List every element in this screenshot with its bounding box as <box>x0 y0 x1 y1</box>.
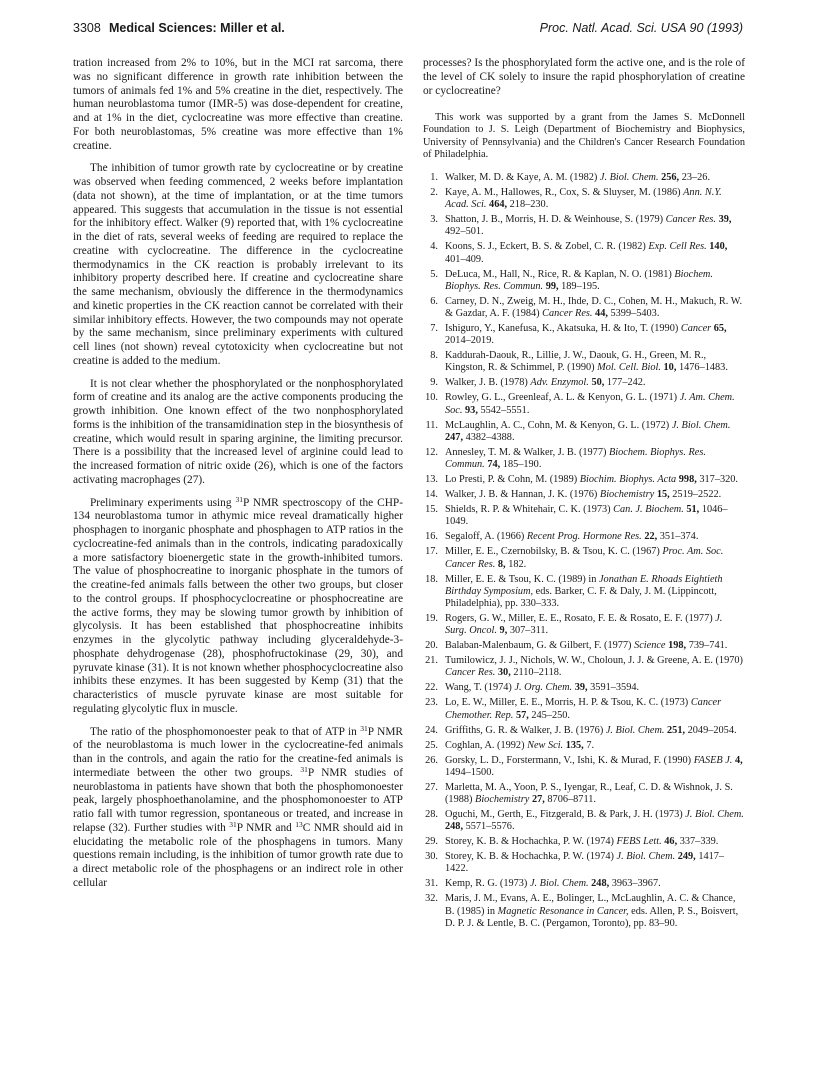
text-run: Shields, R. P. & Whitehair, C. K. (1973) <box>445 504 614 516</box>
text-run: 337–339. <box>677 836 719 848</box>
reference-item <box>423 640 745 652</box>
reference-item <box>423 214 745 238</box>
reference-number: 10. <box>425 392 438 404</box>
text-run: Walker, J. B. & Hannan, J. K. (1976) <box>445 489 600 501</box>
text-run: 2049–2054. <box>685 724 737 736</box>
text-run: Kaddurah-Daouk, R., Lillie, J. W., Daouk, G. H., Green, M. R., Kingston, R. & Schimmel, P. (1990) <box>445 350 707 374</box>
reference-item <box>423 782 745 806</box>
reference-item <box>423 187 745 211</box>
text-run: Lo Presti, P. & Cohn, M. (1989) <box>445 474 580 486</box>
reference-number: 3. <box>430 214 438 226</box>
reference-number: 25. <box>425 739 438 751</box>
text-run: Ishiguro, Y., Kanefusa, K., Akatsuka, H. & Ito, T. (1990) <box>445 323 681 335</box>
reference-item <box>423 420 745 444</box>
text-run: Storey, K. B. & Hochachka, P. W. (1974) <box>445 836 617 848</box>
text-run: 2014–2019. <box>445 335 494 347</box>
journal-title: Biochim. Biophys. Acta <box>579 474 677 486</box>
body-paragraph <box>73 494 403 717</box>
journal-title: Science <box>634 640 666 652</box>
volume-number: 22, <box>644 531 658 543</box>
text-run: 3591–3594. <box>587 682 640 694</box>
text-run: 1494–1500. <box>445 766 494 778</box>
reference-number: 26. <box>425 754 438 766</box>
section-title: Medical Sciences: Miller et al. <box>109 21 285 35</box>
reference-item <box>423 392 745 416</box>
reference-item <box>423 350 745 374</box>
volume-number: 44, <box>595 308 608 320</box>
journal-title: New Sci. <box>527 739 564 751</box>
text-run: The inhibition of tumor growth rate by cyclocreatine or by creatine was observed when feeding commenced, 2 weeks before implantation (data not shown), at the time of implantation, or at the time tumors appeared. This suggests that accumulation in the tissue is not essential for the inhibitory effect. Walker (9) reported that, with 1% cyclocreatine in the diet of rats, several weeks of feeding are required to replace the creatine with cyclocreatine. The difference in the cyclocreatine thermodynamics in the CK reaction is probably irrelevant to its inhibitory property described here. If creatine and cyclocreatine share the same mechanism, obviously the difference in the thermodynamics and kinetic properties in the CK reaction cannot be correlated with their similar inhibitory effects. However, the two compounds may not operate by the same mechanism, since preliminary experiments with cultured cell lines (not shown) reveal cytotoxicity when cyclocreatine but not creatine is added to the medium. <box>73 162 403 367</box>
text-run: Segaloff, A. (1966) <box>445 531 527 543</box>
reference-item <box>423 836 745 848</box>
text-run: P NMR and <box>236 821 296 834</box>
reference-number: 17. <box>425 546 438 558</box>
text-run: Oguchi, M., Gerth, E., Fitzgerald, B. & Park, J. H. (1973) <box>445 808 686 820</box>
volume-number: 57, <box>515 709 529 721</box>
reference-item <box>423 489 745 501</box>
page-number: 3308 <box>73 21 101 35</box>
volume-number: 256, <box>661 172 680 184</box>
journal-title: Cancer Res. <box>665 214 716 226</box>
text-run: Rowley, G. L., Greenleaf, A. L. & Kenyon, G. L. (1971) <box>445 392 680 404</box>
reference-number: 4. <box>430 241 438 253</box>
reference-item <box>423 740 745 752</box>
reference-number: 7. <box>430 323 438 335</box>
reference-item <box>423 574 745 611</box>
volume-number: 15, <box>656 489 670 501</box>
journal-title: Ann. N.Y. Acad. Sci. <box>445 187 722 211</box>
text-run: 492–501. <box>445 226 484 238</box>
text-run: 5399–5403. <box>607 308 660 320</box>
body-paragraph <box>73 57 403 153</box>
reference-item <box>423 504 745 528</box>
reference-number: 27. <box>425 781 438 793</box>
text-run: 5542–5551. <box>477 404 530 416</box>
volume-number: 249, <box>677 851 696 863</box>
text-run: The ratio of the phosphomonoester peak to that of ATP in <box>90 725 361 738</box>
text-run: Walker, M. D. & Kaye, A. M. (1982) <box>445 172 600 184</box>
reference-item <box>423 377 745 389</box>
superscript-isotope: 13 <box>295 819 303 829</box>
text-run: 23–26. <box>679 172 711 184</box>
journal-title: FEBS Lett. <box>616 836 662 848</box>
text-run: McLaughlin, A. C., Cohn, M. & Kenyon, G. L. (1972) <box>445 419 672 431</box>
text-run: 8706–8711. <box>544 793 596 805</box>
text-run: 351–374. <box>657 531 699 543</box>
journal-title: J. Org. Chem. <box>514 682 573 694</box>
journal-title: Biochem. Biophys. Res. Commun. <box>445 268 713 292</box>
volume-number: 998, <box>678 474 697 486</box>
journal-title: J. Biol. Chem. <box>599 172 659 184</box>
continuation-paragraph: processes? Is the phosphorylated form the active one, and is the role of the level of CK solely to insure the rapid phosphorylation of creatine or cyclocreatine? <box>423 57 745 97</box>
reference-list <box>423 172 745 930</box>
journal-title: Adv. Enzymol. <box>530 377 589 389</box>
journal-title: Can. J. Biochem. <box>613 504 684 516</box>
text-run: eds. Allen, P. S., Boisvert, D. P. J. & Lentle, B. C. (Pergamon, Toronto), pp. 83–90. <box>445 905 739 929</box>
journal-title: Biochemistry <box>475 793 530 805</box>
text-run: Coghlan, A. (1992) <box>445 739 528 751</box>
reference-item <box>423 546 745 570</box>
text-run: eds. Barker, C. F. & Daly, J. M. (Lippincott, Philadelphia), pp. 330–333. <box>445 585 717 609</box>
text-run: C NMR should aid in elucidating the metabolic role of the phosphagens in tumors. Many questions remain including, is the inhibition of tumor growth rate due to a direct metabolic role of the phosphagens or an indirect role in other cellular <box>73 821 403 889</box>
reference-item <box>423 655 745 679</box>
text-run: Griffiths, G. R. & Walker, J. B. (1976) <box>445 724 606 736</box>
volume-number: 140, <box>709 241 728 253</box>
text-run: Kaye, A. M., Hallowes, R., Cox, S. & Sluyser, M. (1986) <box>445 187 684 199</box>
reference-number: 24. <box>425 724 438 736</box>
reference-number: 29. <box>425 836 438 848</box>
journal-title: Jonathan E. Rhoads Eightieth Birthday Symposium, <box>445 573 723 597</box>
volume-number: 248, <box>445 821 464 833</box>
reference-item <box>423 172 745 184</box>
body-paragraph <box>73 723 403 891</box>
reference-item <box>423 296 745 320</box>
text-run: Carney, D. N., Zweig, M. H., Ihde, D. C., Cohen, M. H., Makuch, R. W. & Gazdar, A. F. (1984) <box>445 295 743 320</box>
volume-number: 464, <box>489 199 508 211</box>
reference-item <box>423 447 745 471</box>
reference-item <box>423 755 745 779</box>
reference-number: 30. <box>425 851 438 863</box>
journal-title: Biochem. Biophys. Res. Commun. <box>445 446 706 471</box>
volume-number: 51, <box>686 504 700 516</box>
text-run: Walker, J. B. (1978) <box>445 377 531 389</box>
text-run: Gorsky, L. D., Forstermann, V., Ishi, K. & Murad, F. (1990) <box>445 754 694 766</box>
reference-number: 15. <box>425 504 438 516</box>
journal-title: J. Biol. Chem. <box>529 878 589 890</box>
left-column <box>73 57 403 891</box>
reference-number: 14. <box>425 489 438 501</box>
journal-title: Recent Prog. Hormone Res. <box>526 531 642 543</box>
volume-number: 27, <box>531 793 545 805</box>
volume-number: 248, <box>591 878 610 890</box>
right-column <box>423 57 745 933</box>
text-run: Wang, T. (1974) <box>445 682 515 694</box>
volume-number: 247, <box>445 431 464 443</box>
text-run: Koons, S. J., Eckert, B. S. & Zobel, C. R. (1982) <box>445 241 649 253</box>
volume-number: 30, <box>497 667 511 679</box>
journal-title: J. Biol. Chem. <box>616 851 676 863</box>
text-run: It is not clear whether the phosphorylated or the nonphosphorylated form of creatine and its analog are the active components producing the growth inhibition. One known effect of the two nonphosphorylated forms is the inhibition of the transamidination step in the biosynthesis of creatine, which would result in sparing arginine, the limiting precursor. There is a possibility that the increased level of arginine could lead to the increased formation of nitric oxide (26), which is one of the factors activating macrophages (27). <box>73 377 403 486</box>
reference-number: 23. <box>425 697 438 709</box>
page-header <box>73 21 743 41</box>
text-run: Rogers, G. W., Miller, E. E., Rosato, F. E. & Rosato, E. F. (1977) <box>445 612 716 624</box>
text-run: 4382–4388. <box>463 431 515 443</box>
text-run: 2110–2118. <box>510 667 562 679</box>
volume-number: 9, <box>499 625 508 637</box>
reference-item <box>423 613 745 637</box>
volume-number: 39, <box>718 214 732 226</box>
volume-number: 74, <box>487 459 501 471</box>
volume-number: 198, <box>668 640 687 652</box>
journal-title: J. Am. Chem. Soc. <box>445 392 735 416</box>
body-paragraph <box>73 162 403 368</box>
journal-citation: Proc. Natl. Acad. Sci. USA 90 (1993) <box>539 21 743 35</box>
text-run: 182. <box>505 558 527 570</box>
text-run: Lo, E. W., Miller, E. E., Morris, H. P. & Tsou, K. C. (1973) <box>445 697 691 709</box>
journal-title: J. Surg. Oncol. <box>445 612 723 637</box>
reference-number: 5. <box>430 268 438 280</box>
text-run: Kemp, R. G. (1973) <box>445 878 530 890</box>
journal-title: Exp. Cell Res. <box>648 241 707 253</box>
reference-item <box>423 241 745 265</box>
reference-item <box>423 323 745 347</box>
reference-number: 2. <box>430 187 438 199</box>
journal-title: Cancer Chemother. Rep. <box>445 697 722 721</box>
reference-number: 9. <box>430 377 438 389</box>
text-run: 317–320. <box>696 474 738 486</box>
reference-item <box>423 474 745 486</box>
reference-number: 32. <box>425 893 438 905</box>
volume-number: 93, <box>465 404 478 416</box>
text-run: 177–242. <box>604 377 646 389</box>
journal-title: Biochemistry <box>599 489 655 501</box>
reference-number: 28. <box>425 808 438 820</box>
reference-number: 31. <box>425 878 438 890</box>
text-run: 1417–1422. <box>445 851 725 875</box>
text-run: 401–409. <box>445 253 484 265</box>
reference-number: 18. <box>425 573 438 585</box>
reference-number: 16. <box>425 531 438 543</box>
reference-number: 6. <box>430 295 438 307</box>
superscript-isotope: 31 <box>360 723 368 733</box>
journal-title: Cancer <box>680 323 712 335</box>
text-run: 245–250. <box>528 709 570 721</box>
text-run: 2519–2522. <box>669 489 722 501</box>
text-run: 3963–3967. <box>609 878 661 890</box>
reference-number: 8. <box>430 350 438 362</box>
reference-number: 21. <box>425 655 438 667</box>
volume-number: 46, <box>664 836 678 848</box>
reference-number: 11. <box>425 419 438 431</box>
reference-item <box>423 682 745 694</box>
text-run: 218–230. <box>507 199 549 211</box>
journal-title: Mol. Cell. Biol. <box>597 362 661 374</box>
volume-number: 50, <box>591 377 605 389</box>
text-run: Balaban-Malenbaum, G. & Gilbert, F. (1977) <box>445 640 635 652</box>
body-paragraph <box>73 378 403 488</box>
text-run: 307–311. <box>507 625 549 637</box>
text-run: Marletta, M. A., Yoon, P. S., Iyengar, R., Leaf, C. D. & Wishnok, J. S. (1988) <box>445 781 733 805</box>
volume-number: 251, <box>667 724 686 736</box>
reference-number: 20. <box>425 640 438 652</box>
text-run: 1476–1483. <box>676 362 728 374</box>
volume-number: 39, <box>574 682 588 694</box>
text-run: 7. <box>583 739 595 751</box>
journal-title: Magnetic Resonance in Cancer, <box>497 905 629 917</box>
reference-number: 19. <box>425 612 438 624</box>
reference-item <box>423 893 745 930</box>
volume-number: 4, <box>734 754 743 766</box>
text-run: 5571–5576. <box>463 821 515 833</box>
reference-item <box>423 697 745 721</box>
journal-title: Cancer Res. <box>542 308 593 320</box>
text-run: Annesley, T. M. & Walker, J. B. (1977) <box>445 446 609 458</box>
text-run: DeLuca, M., Hall, N., Rice, R. & Kaplan, N. O. (1981) <box>445 268 675 280</box>
journal-title: J. Biol. Chem. <box>605 724 665 736</box>
text-run: Miller, E. E. & Tsou, K. C. (1989) in <box>445 573 599 585</box>
volume-number: 10, <box>663 362 677 374</box>
journal-title: FASEB J. <box>693 754 733 766</box>
reference-number: 22. <box>425 682 438 694</box>
volume-number: 65, <box>713 323 727 335</box>
superscript-isotope: 31 <box>229 819 237 829</box>
text-run: Storey, K. B. & Hochachka, P. W. (1974) <box>445 851 617 863</box>
journal-title: J. Biol. Chem. <box>671 419 731 431</box>
volume-number: 99, <box>545 280 559 292</box>
text-run: Preliminary experiments using <box>90 496 236 509</box>
reference-item <box>423 851 745 875</box>
text-run: tration increased from 2% to 10%, but in the MCI rat sarcoma, there was no significant difference in growth rate inhibition between the tumors of animals fed 1% and 5% creatine in the diet, respectively. The human neuroblastoma tumor (IMR-5) was dose-dependent for creatine, and at 1% in the diet, cyclocreatine was more effective than creatine. For both neuroblastomas, 5% creatine was more effective than 1% creatine. <box>73 57 403 152</box>
text-run: 739–741. <box>686 640 728 652</box>
text-run: Maris, J. M., Evans, A. E., Bolinger, L., McLaughlin, A. C. & Chance, B. (1985) in <box>445 893 736 917</box>
text-run: Shatton, J. B., Morris, H. D. & Weinhouse, S. (1979) <box>445 214 666 226</box>
text-run: 185–190. <box>500 459 542 471</box>
reference-number: 13. <box>425 474 438 486</box>
text-run: Tumilowicz, J. J., Nichols, W. W., Choloun, J. J. & Greene, A. E. (1970) <box>445 655 743 667</box>
text-run: Miller, E. E., Czernobilsky, B. & Tsou, K. C. (1967) <box>445 546 663 558</box>
journal-title: Cancer Res. <box>445 667 496 679</box>
superscript-isotope: 31 <box>300 764 308 774</box>
text-run: 1046–1049. <box>445 504 728 528</box>
text-run: P NMR spectroscopy of the CHP-134 neuroblastoma tumor in athymic mice reveal dramatically higher phosphagen to inorganic phosphate and phosphagen to ATP ratios in the cyclocreatine-fed animals than in the controls, indicating paradoxically a more satisfactory bioenergetic state in the growth-inhibited tumors. The value of phosphocreatine to inorganic phosphate in the tumors of the creatine-fed animals falls between the other two groups, but closer to the control groups. If phosphocyclocreatine or phosphocreatine are the active forms, they may be slowing tumor growth by inhibition of glycolysis. It has been established that phosphocreatine inhibits enzymes in the glycolytic pathway including glyceraldehyde-3-phosphate dehydrogenase (28), phosphofructokinase (29, 30), and pyruvate kinase (31). It is not known whether phosphocyclocreatine also inhibits these enzymes. It has been suggested by Kemp (31) that the characteristics of muscle pyruvate kinase are most suitable for regulating glycolytic flux in muscle. <box>73 496 403 715</box>
text-run: P NMR studies of neuroblastoma in patients have shown that both the phosphomonoester peak, largely phosphoethanolamine, and the phosphomonoester to ATP ratio fall with tumor regression, spontaneous or treated, and increase in relapse (32). Further studies with <box>73 766 403 834</box>
reference-number: 12. <box>425 446 438 458</box>
volume-number: 8, <box>497 558 506 570</box>
text-run: 189–195. <box>558 280 600 292</box>
acknowledgment: This work was supported by a grant from the James S. McDonnell Foundation to J. S. Leigh (Department of Biochemistry and Biophysics, University of Pennsylvania) and the Children's Cancer Research Foundation of Philadelphia. <box>423 112 745 160</box>
journal-title: J. Biol. Chem. <box>685 808 744 820</box>
reference-item <box>423 269 745 293</box>
journal-title: Proc. Am. Soc. Cancer Res. <box>445 546 724 570</box>
reference-item <box>423 878 745 890</box>
volume-number: 135, <box>565 739 584 751</box>
reference-item <box>423 531 745 543</box>
superscript-isotope: 31 <box>235 494 244 504</box>
reference-item <box>423 725 745 737</box>
reference-item <box>423 809 745 833</box>
reference-number: 1. <box>430 172 438 184</box>
text-run: P NMR of the neuroblastoma is much lower in the cyclocreatine-fed animals than in the controls, and again the ratio for the creatine-fed animals is intermediate between the other two groups. <box>73 725 403 779</box>
